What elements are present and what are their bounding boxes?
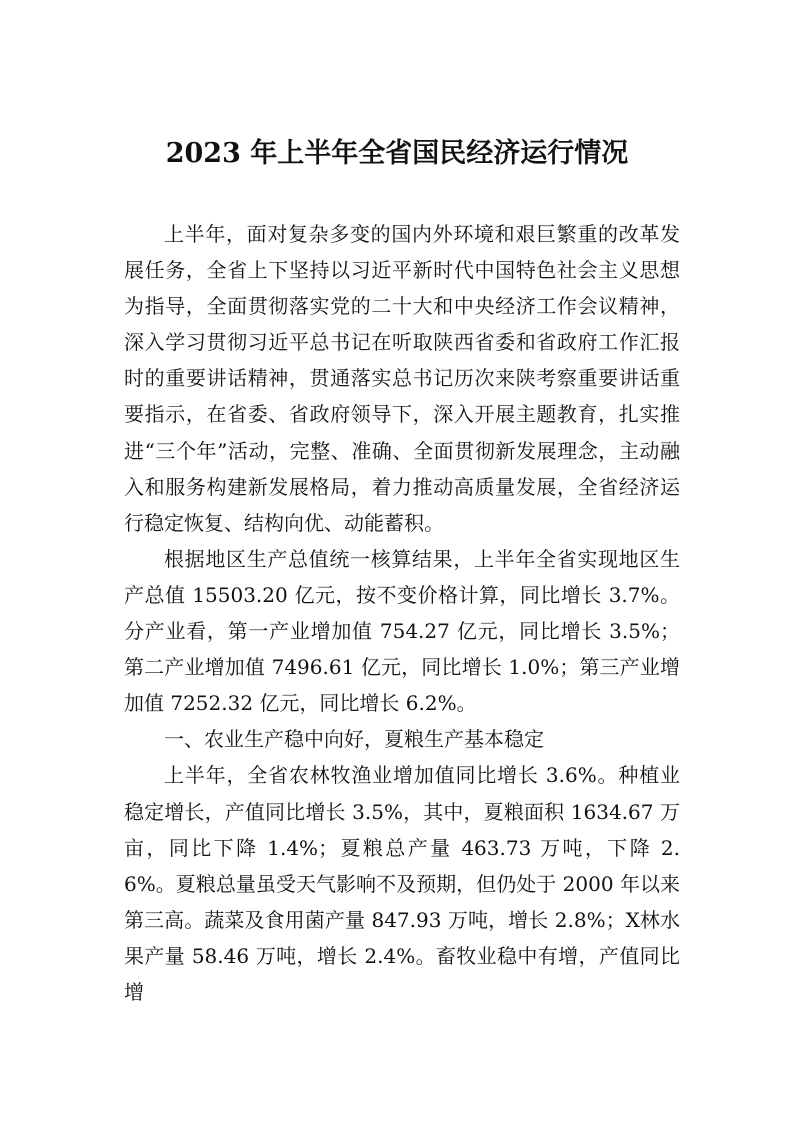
agriculture-paragraph: 上半年，全省农林牧渔业增加值同比增长 3.6%。种植业稳定增长，产值同比增长 3.5%，其中，夏粮面积 1634.67 万亩，同比下降 1.4%；夏粮总产量 463.73 万吨，下降 2.6%。夏粮总量虽受天气影响不及预期，但仍处于 2000 年以来第三高。蔬菜及食用菌产量 847.93 万吨，增长 2.8%；X林水果产量 58.46 万吨，增长 2.4%。畜牧业稳中有增，产值同比增 [124, 763, 680, 1004]
document-body [124, 216, 680, 1010]
gdp-paragraph: 根据地区生产总值统一核算结果，上半年全省实现地区生产总值 15503.20 亿元，按不变价格计算，同比增长 3.7%。分产业看，第一产业增加值 754.27 亿元，同比增长 3.5%；第二产业增加值 7496.61 亿元，同比增长 1.0%；第三产业增加值 7252.32 亿元，同比增长 6.2%。 [124, 546, 680, 716]
intro-paragraph: 上半年，面对复杂多变的国内外环境和艰巨繁重的改革发展任务，全省上下坚持以习近平新时代中国特色社会主义思想为指导，全面贯彻落实党的二十大和中央经济工作会议精神，深入学习贯彻习近平总书记在听取陕西省委和省政府工作汇报时的重要讲话精神，贯通落实总书记历次来陕考察重要讲话重要指示，在省委、省政府领导下，深入开展主题教育，扎实推进“三个年”活动，完整、准确、全面贯彻新发展理念，主动融入和服务构建新发展格局，着力推动高质量发展，全省经济运行稳定恢复、结构向优、动能蓄积。 [124, 222, 680, 535]
document-title: 2023 年上半年全省国民经济运行情况 [165, 138, 629, 169]
section-heading-agriculture: 一、农业生产稳中向好，夏粮生产基本稳定 [164, 727, 544, 752]
